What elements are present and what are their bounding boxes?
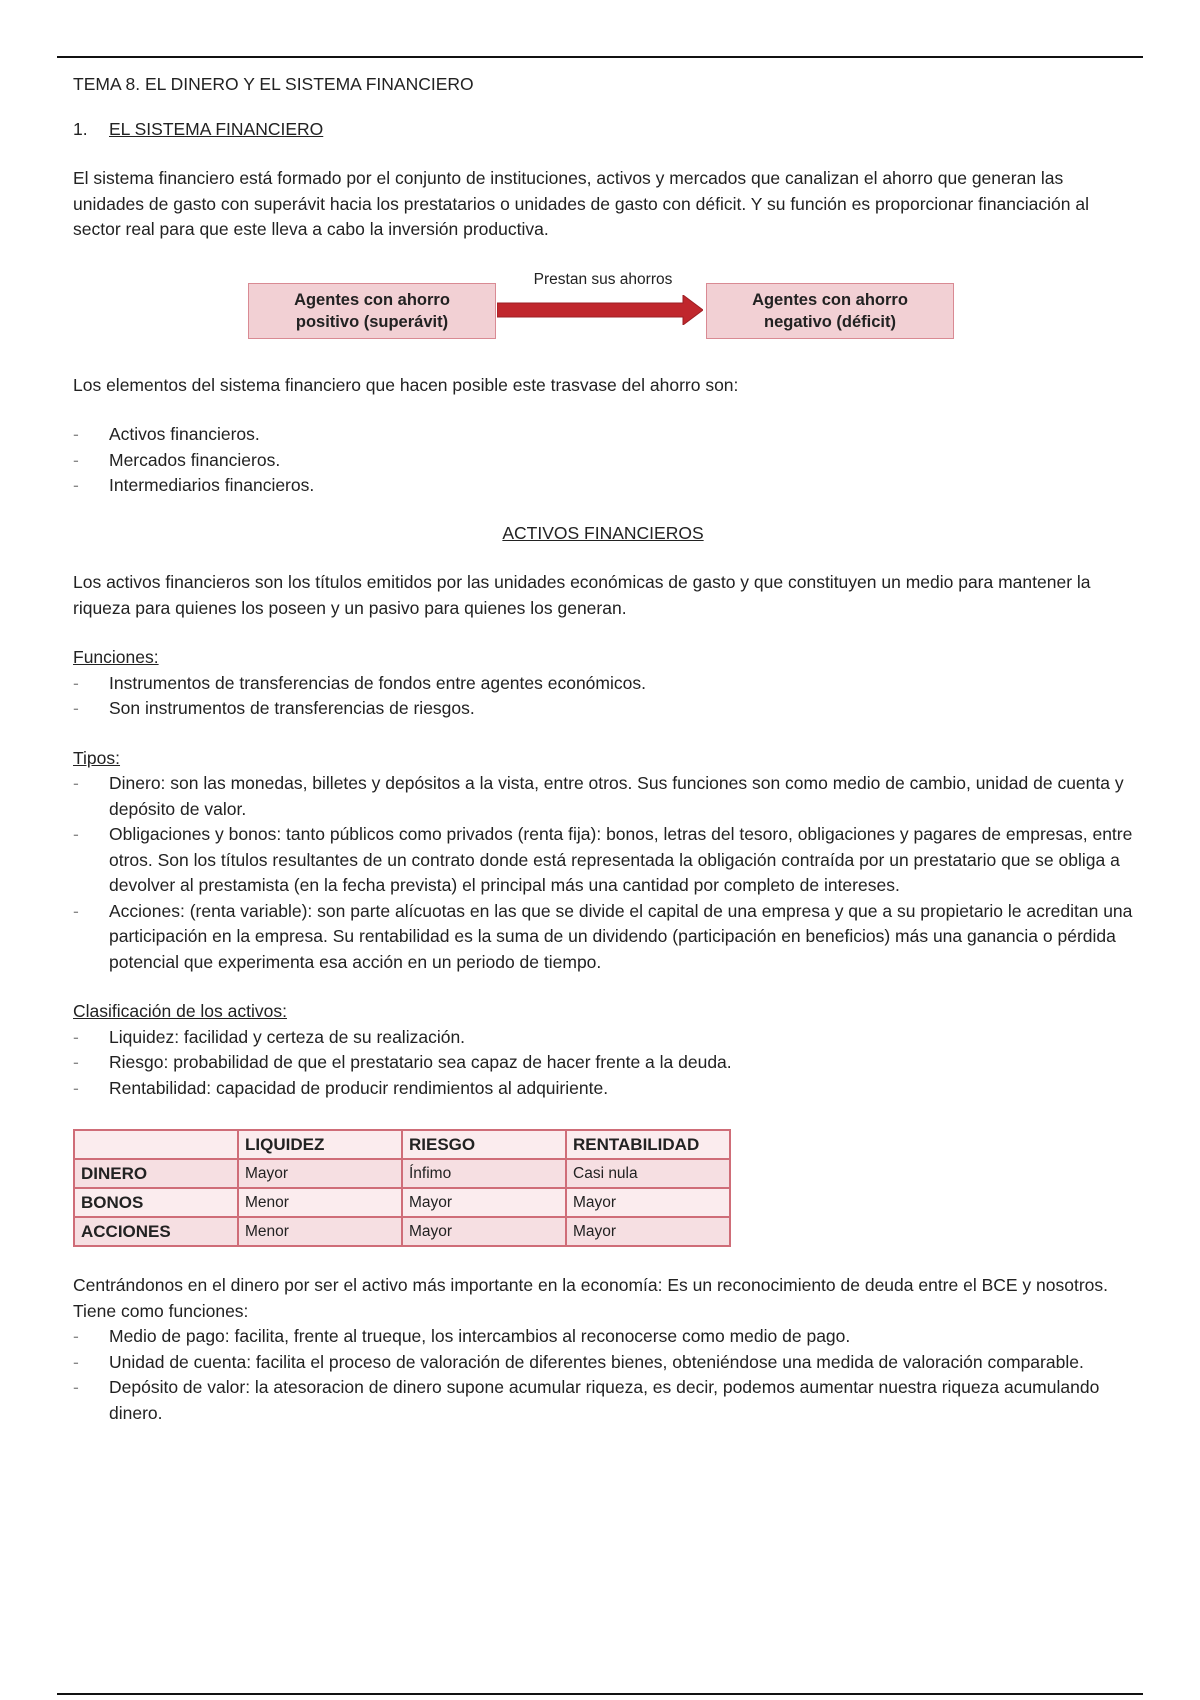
savings-flow-diagram — [73, 270, 1133, 335]
table-row-label: DINERO — [74, 1159, 238, 1188]
table-row — [74, 1159, 730, 1188]
top-rule — [57, 56, 1143, 58]
table-cell: Mayor — [402, 1188, 566, 1217]
list-item: - Acciones: (renta variable): son parte alícuotas en las que se divide el capital de una empresa y que a su propietario le acreditan una participación en la empresa. Su rentabilidad es la suma de un dividendo (participación en beneficios) más una ganancia o pérdida potencial que experimenta esa acción en un periodo de tiempo. — [73, 900, 1133, 972]
table-header-cell: RENTABILIDAD — [566, 1130, 730, 1159]
table-cell: Mayor — [566, 1217, 730, 1246]
asset-comparison-table — [73, 1129, 731, 1247]
surplus-agents-line2: positivo (superávit) — [295, 312, 449, 331]
section-heading — [73, 117, 1133, 143]
table-row-label: BONOS — [74, 1188, 238, 1217]
clasificacion-heading: Clasificación de los activos: — [73, 1001, 287, 1021]
bottom-rule — [57, 1693, 1143, 1695]
table-cell: Mayor — [402, 1217, 566, 1246]
table-cell: Ínfimo — [402, 1159, 566, 1188]
list-item: - Dinero: son las monedas, billetes y depósitos a la vista, entre otros. Sus funciones son como medio de cambio, unidad de cuenta y depósito de valor. — [73, 773, 1124, 819]
table-header-cell — [74, 1130, 238, 1159]
table-cell: Casi nula — [566, 1159, 730, 1188]
list-item: - Riesgo: probabilidad de que el prestatario sea capaz de hacer frente a la deuda. — [73, 1052, 732, 1072]
document-title: TEMA 8. EL DINERO Y EL SISTEMA FINANCIERO — [73, 74, 474, 94]
table-cell: Menor — [238, 1217, 402, 1246]
dinero-funciones-list — [73, 1324, 1133, 1426]
list-item: - Son instrumentos de transferencias de riesgos. — [73, 698, 475, 718]
list-item: - Activos financieros. — [73, 424, 260, 444]
elements-list — [73, 422, 1133, 499]
table-row — [74, 1188, 730, 1217]
intro-paragraph: El sistema financiero está formado por el conjunto de instituciones, activos y mercados que canalizan el ahorro que generan las unidades de gasto con superávit hacia los prestatarios o unidades de gasto con déficit. Y su función es proporcionar financiación al sector real para que este lleva a cabo la inversión productiva. — [73, 168, 1089, 239]
list-item: - Medio de pago: facilita, frente al trueque, los intercambios al reconocerse como medio de pago. — [73, 1326, 851, 1346]
list-item: - Depósito de valor: la atesoracion de dinero supone acumular riqueza, es decir, podemos aumentar nuestra riqueza acumulando dinero. — [73, 1377, 1100, 1423]
document-page — [73, 72, 1133, 1426]
table-cell: Mayor — [238, 1159, 402, 1188]
list-item: - Mercados financieros. — [73, 449, 281, 470]
table-cell: Menor — [238, 1188, 402, 1217]
list-item: - Rentabilidad: capacidad de producir rendimientos al adquiriente. — [73, 1077, 609, 1098]
tipos-list — [73, 771, 1133, 975]
clasificacion-list — [73, 1025, 1133, 1102]
section-number: 1. — [73, 118, 88, 139]
section-title: EL SISTEMA FINANCIERO — [109, 118, 324, 139]
table-row — [74, 1217, 730, 1246]
table-row-label: ACCIONES — [74, 1217, 238, 1246]
deficit-agents-line2: negativo (déficit) — [763, 312, 896, 331]
table-header-row — [74, 1130, 730, 1159]
funciones-list — [73, 671, 1133, 722]
list-item: - Liquidez: facilidad y certeza de su realización. — [73, 1026, 466, 1047]
activos-heading: ACTIVOS FINANCIEROS — [502, 522, 704, 543]
arrow-label: Prestan sus ahorros — [533, 270, 673, 288]
deficit-agents-line1: Agentes con ahorro — [752, 290, 908, 309]
right-arrow-icon — [497, 295, 703, 325]
funciones-heading: Funciones: — [73, 647, 159, 667]
table-header-cell: RIESGO — [402, 1130, 566, 1159]
tipos-heading: Tipos: — [73, 747, 121, 768]
table-header-cell: LIQUIDEZ — [238, 1130, 402, 1159]
deficit-agents-box — [706, 283, 954, 339]
activos-definition: Los activos financieros son los títulos emitidos por las unidades económicas de gasto y que constituyen un medio para mantener la riqueza para quienes los poseen y un pasivo para quienes los generan. — [73, 572, 1091, 618]
list-item: - Unidad de cuenta: facilita el proceso de valoración de diferentes bienes, obteniéndose una medida de valoración comparable. — [73, 1351, 1084, 1372]
surplus-agents-box — [248, 283, 496, 339]
surplus-agents-line1: Agentes con ahorro — [294, 290, 450, 309]
table-cell: Mayor — [566, 1188, 730, 1217]
list-item: - Obligaciones y bonos: tanto públicos como privados (renta fija): bonos, letras del tesoro, obligaciones y pagares de empresas, entre otros. Son los títulos resultantes de un contrato donde está representada la obligación contraída por un prestatario que se obliga a devolver al prestamista (en la fecha prevista) el principal más una cantidad por completo de intereses. — [73, 824, 1133, 895]
dinero-intro: Centrándonos en el dinero por ser el activo más importante en la economía: Es un reconocimiento de deuda entre el BCE y nosotros. Tiene como funciones: — [73, 1275, 1109, 1321]
elements-intro: Los elementos del sistema financiero que hacen posible este trasvase del ahorro son: — [73, 374, 739, 395]
list-item: - Intermediarios financieros. — [73, 475, 315, 495]
list-item: - Instrumentos de transferencias de fondos entre agentes económicos. — [73, 672, 646, 693]
